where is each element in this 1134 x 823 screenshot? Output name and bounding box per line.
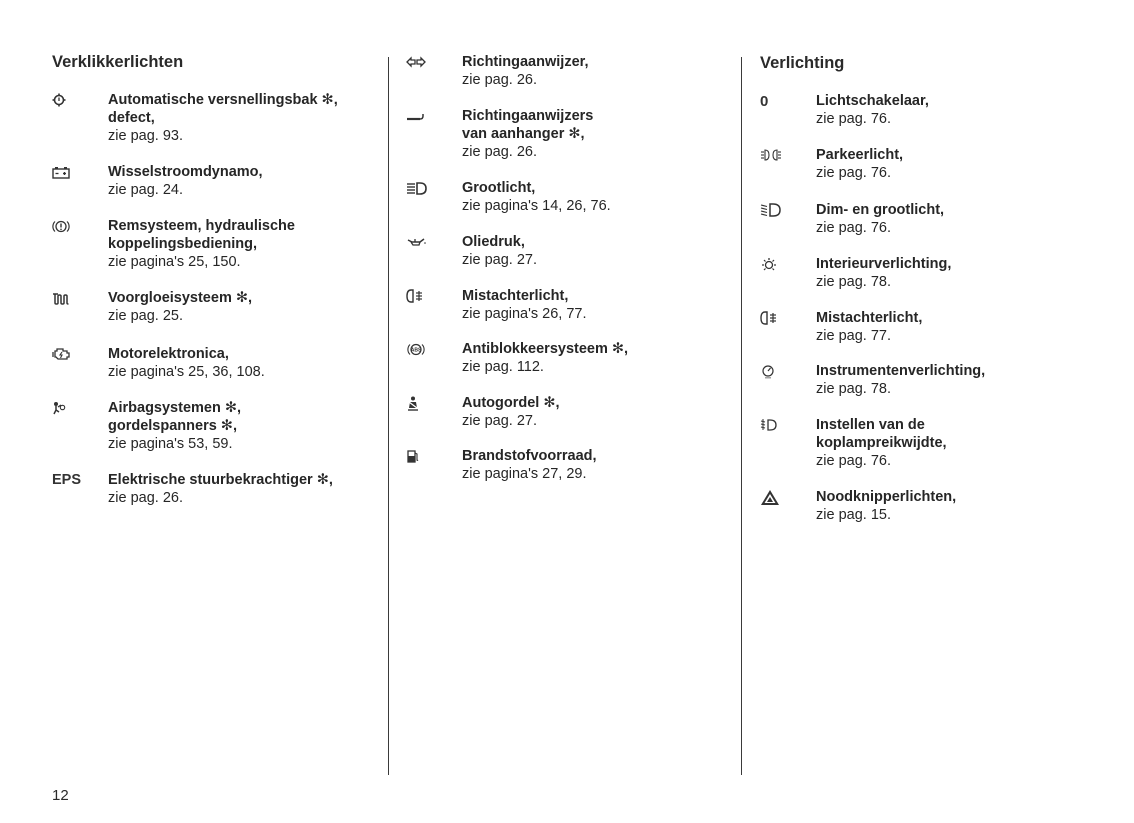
high-beam-icon: [406, 179, 446, 197]
page-reference: zie pag. 26.: [462, 72, 537, 88]
seatbelt-icon: [406, 394, 446, 412]
entry-title: defect,: [108, 110, 155, 126]
page-reference: zie pag. 27.: [462, 413, 537, 429]
parking-light-icon: [760, 146, 800, 164]
entry-title: Richtingaanwijzers: [462, 108, 594, 124]
entry-title: Dim- en grootlicht,: [816, 202, 945, 218]
glow-plug-icon: [52, 289, 92, 307]
battery-icon: [52, 163, 92, 181]
page-reference: zie pag. 25.: [108, 308, 183, 324]
abs-icon: [406, 340, 446, 358]
entry-title: Antiblokkeersysteem ✻,: [462, 341, 629, 357]
rear-fog-light-icon: [760, 309, 800, 327]
page-reference: zie pag. 77.: [816, 328, 891, 344]
engine-electronics-icon: [52, 345, 92, 363]
section-heading-verklikkerlichten: Verklikkerlichten: [52, 53, 184, 71]
page-reference: zie pag. 76.: [816, 453, 891, 469]
rear-fog-light-icon: [406, 287, 446, 305]
page-reference: zie pag. 76.: [816, 111, 891, 127]
entry-title: Elektrische stuurbekrachtiger ✻,: [108, 472, 333, 488]
entry-title: Instrumentenverlichting,: [816, 363, 986, 379]
entry-title: Brandstofvoorraad,: [462, 448, 597, 464]
entry-title: Lichtschakelaar,: [816, 93, 929, 109]
entry-title: Noodknipperlichten,: [816, 489, 957, 505]
page-reference: zie pag. 112.: [462, 359, 544, 375]
page-reference: zie pag. 76.: [816, 220, 891, 236]
hazard-warning-icon: [760, 488, 800, 506]
trailer-signal-icon: [406, 107, 446, 125]
page-reference: zie pag. 78.: [816, 274, 891, 290]
entry-title: koplampreikwijdte,: [816, 435, 947, 451]
instrument-light-icon: [760, 362, 800, 380]
entry-title: Airbagsystemen ✻,: [108, 400, 242, 416]
brake-warning-icon: [52, 217, 92, 235]
page-reference: zie pag. 78.: [816, 381, 891, 397]
page-reference: zie pagina's 27, 29.: [462, 466, 587, 482]
section-heading-verlichting: Verlichting: [760, 54, 845, 72]
entry-title: Grootlicht,: [462, 180, 536, 196]
airbag-icon: [52, 399, 92, 417]
entry-title: Interieurverlichting,: [816, 256, 952, 272]
entry-title: Mistachterlicht,: [816, 310, 923, 326]
entry-title: Oliedruk,: [462, 234, 525, 250]
column-divider-2: [741, 57, 742, 775]
entry-title: van aanhanger ✻,: [462, 126, 585, 142]
entry-title: Remsysteem, hydraulische: [108, 218, 295, 234]
fuel-icon: [406, 447, 446, 465]
entry-title: Instellen van de: [816, 417, 925, 433]
page-reference: zie pag. 24.: [108, 182, 183, 198]
entry-title: Parkeerlicht,: [816, 147, 904, 163]
page-reference: zie pagina's 25, 36, 108.: [108, 364, 265, 380]
page-reference: zie pagina's 53, 59.: [108, 436, 233, 452]
entry-title: Richtingaanwijzer,: [462, 54, 589, 70]
page-reference: zie pag. 93.: [108, 128, 183, 144]
entry-title: Motorelektronica,: [108, 346, 229, 362]
column-divider-1: [388, 57, 389, 775]
light-switch-icon: 0: [760, 92, 769, 110]
page-reference: zie pagina's 14, 26, 76.: [462, 198, 611, 214]
svg-text:ABS: ABS: [410, 347, 422, 353]
transmission-gear-icon: [52, 91, 92, 109]
eps-label: EPS: [52, 472, 82, 488]
page-reference: zie pag. 26.: [462, 144, 537, 160]
page-number: 12: [52, 787, 69, 804]
entry-title: Mistachterlicht,: [462, 288, 569, 304]
entry-title: gordelspanners ✻,: [108, 418, 237, 434]
page-reference: zie pagina's 26, 77.: [462, 306, 587, 322]
page-reference: zie pag. 26.: [108, 490, 183, 506]
entry-title: Autogordel ✻,: [462, 395, 560, 411]
page-reference: zie pag. 76.: [816, 165, 891, 181]
interior-light-icon: [760, 255, 800, 273]
headlight-range-icon: [760, 416, 800, 434]
turn-signal-icon: [406, 53, 446, 71]
page-reference: zie pagina's 25, 150.: [108, 254, 241, 270]
entry-title: koppelingsbediening,: [108, 236, 258, 252]
entry-title: Voorgloeisysteem ✻,: [108, 290, 253, 306]
entry-title: Wisselstroomdynamo,: [108, 164, 263, 180]
dipped-beam-icon: [760, 201, 800, 219]
page-reference: zie pag. 27.: [462, 252, 537, 268]
oil-pressure-icon: [406, 233, 446, 251]
page-reference: zie pag. 15.: [816, 507, 891, 523]
entry-title: Automatische versnellingsbak ✻,: [108, 92, 338, 108]
